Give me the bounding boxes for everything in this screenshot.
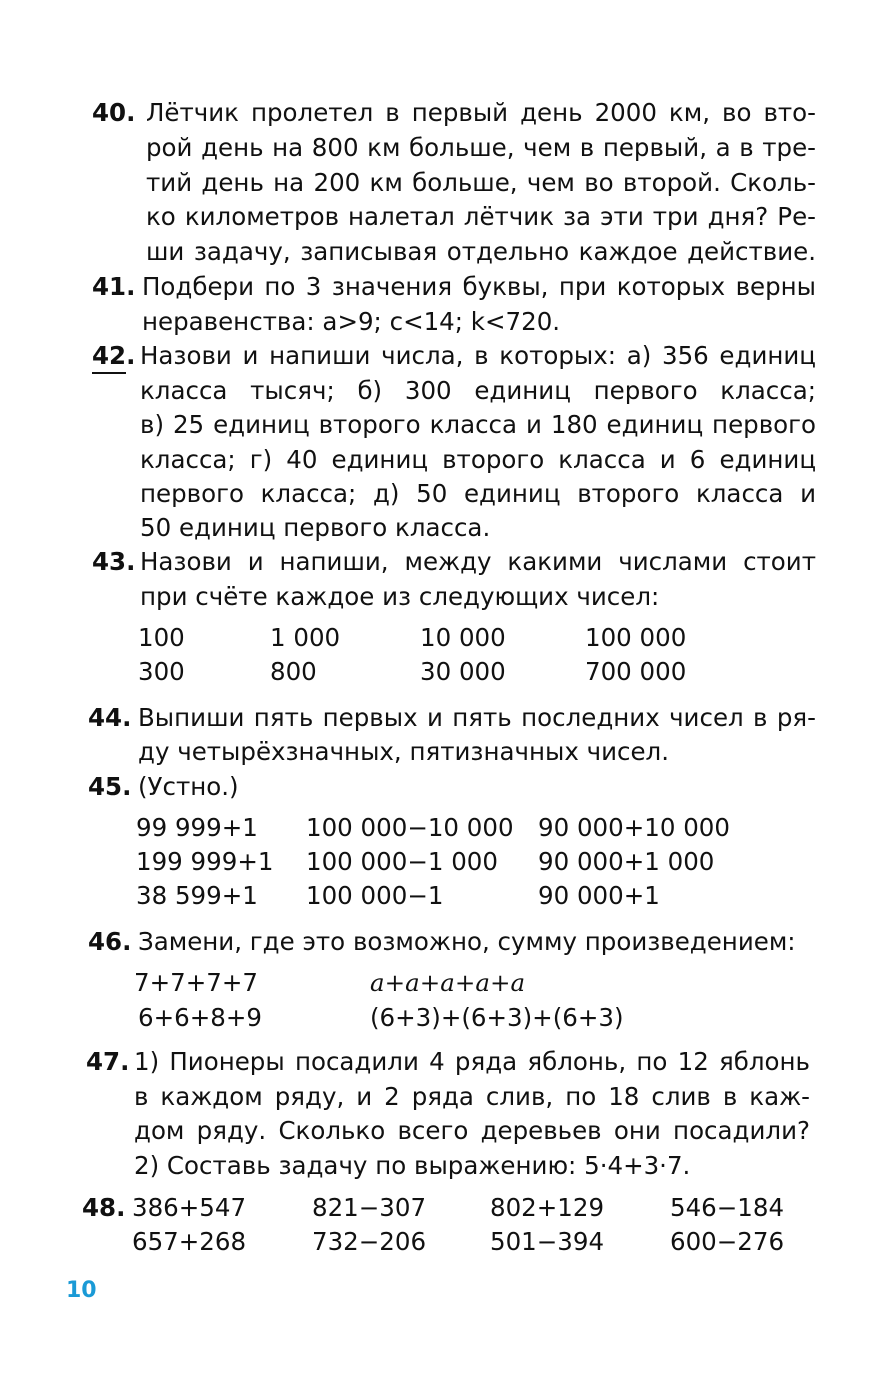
problem-43-cell: 30 000 [420,657,506,686]
problem-45-cell: 100 000−1 000 [306,847,498,876]
problem-40-line-5: ши задачу, записывая отдельно каждое действие. [146,237,816,266]
problem-43-cell: 100 [138,623,185,652]
problem-44-number: 44. [88,703,132,732]
problem-45-cell: 90 000+1 [538,881,660,910]
problem-47-line-2: в каждом ряду, и 2 ряда слив, по 18 слив в каж- [134,1082,810,1111]
problem-40-number: 40. [92,98,136,127]
problem-43-line-2: при счёте каждое из следующих чисел: [140,582,660,611]
problem-46-number: 46. [88,927,132,956]
problem-43-cell: 10 000 [420,623,506,652]
problem-41-line-2: неравенства: a>9; c<14; k<720. [142,307,561,336]
problem-46-cell: 6+6+8+9 [138,1003,262,1032]
problem-45-cell: 100 000−10 000 [306,813,514,842]
problem-45-cell: 199 999+1 [136,847,274,876]
page-number: 10 [66,1278,97,1303]
problem-48-cell: 386+547 [132,1193,247,1222]
problem-48-number: 48. [82,1193,126,1222]
problem-41-number: 41. [92,272,136,301]
problem-40-line-1: Лётчик пролетел в первый день 2000 км, во вто- [146,98,816,127]
problem-42-line-5: первого класса; д) 50 единиц второго класса и [140,479,816,508]
problem-48-cell: 546−184 [670,1193,785,1222]
problem-45-cell: 90 000+1 000 [538,847,715,876]
problem-46-line-1: Замени, где это возможно, сумму произведением: [138,927,796,956]
problem-42-line-1: Назови и напиши числа, в которых: а) 356 единиц [140,341,816,370]
problem-44-line-2: ду четырёхзначных, пятизначных чисел. [138,737,670,766]
problem-46-cell: a+a+a+a+a [370,968,526,997]
problem-48-cell: 657+268 [132,1227,247,1256]
problem-48-cell: 802+129 [490,1193,605,1222]
problem-45-number: 45. [88,772,132,801]
problem-48-cell: 732−206 [312,1227,427,1256]
problem-42-line-6: 50 единиц первого класса. [140,513,491,542]
problem-47-line-4: 2) Составь задачу по выражению: 5·4+3·7. [134,1151,691,1180]
problem-42-line-2: класса тысяч; б) 300 единиц первого класса; [140,376,816,405]
problem-43-line-1: Назови и напиши, между какими числами стоит [140,547,816,576]
problem-41-line-1: Подбери по 3 значения буквы, при которых верны [142,272,816,301]
problem-45-line-1: (Устно.) [138,772,239,801]
problem-42-underline [92,372,126,374]
problem-42-line-4: класса; г) 40 единиц второго класса и 6 единиц [140,445,816,474]
problem-47-line-3: дом ряду. Сколько всего деревьев они посадили? [134,1116,810,1145]
problem-43-cell: 1 000 [270,623,341,652]
problem-48-cell: 600−276 [670,1227,785,1256]
problem-40-line-3: тий день на 200 км больше, чем во второй. Сколь- [146,168,816,197]
problem-42-line-3: в) 25 единиц второго класса и 180 единиц первого [140,410,816,439]
problem-45-cell: 100 000−1 [306,881,444,910]
problem-40-line-2: рой день на 800 км больше, чем в первый, а в тре- [146,133,816,162]
problem-40-line-4: ко километров налетал лётчик за эти три дня? Ре- [146,202,816,231]
problem-43-cell: 700 000 [585,657,687,686]
problem-45-cell: 90 000+10 000 [538,813,730,842]
problem-45-cell: 38 599+1 [136,881,258,910]
problem-45-cell: 99 999+1 [136,813,258,842]
problem-43-cell: 300 [138,657,185,686]
problem-47-number: 47. [86,1047,130,1076]
problem-46-cell: 7+7+7+7 [134,968,258,997]
problem-48-cell: 821−307 [312,1193,427,1222]
problem-44-line-1: Выпиши пять первых и пять последних чисел в ря- [138,703,816,732]
problem-47-line-1: 1) Пионеры посадили 4 ряда яблонь, по 12 яблонь [134,1047,810,1076]
problem-42-number: 42. [92,341,136,370]
problem-46-cell: (6+3)+(6+3)+(6+3) [370,1003,624,1032]
problem-43-cell: 100 000 [585,623,687,652]
problem-43-number: 43. [92,547,136,576]
problem-43-cell: 800 [270,657,317,686]
problem-48-cell: 501−394 [490,1227,605,1256]
